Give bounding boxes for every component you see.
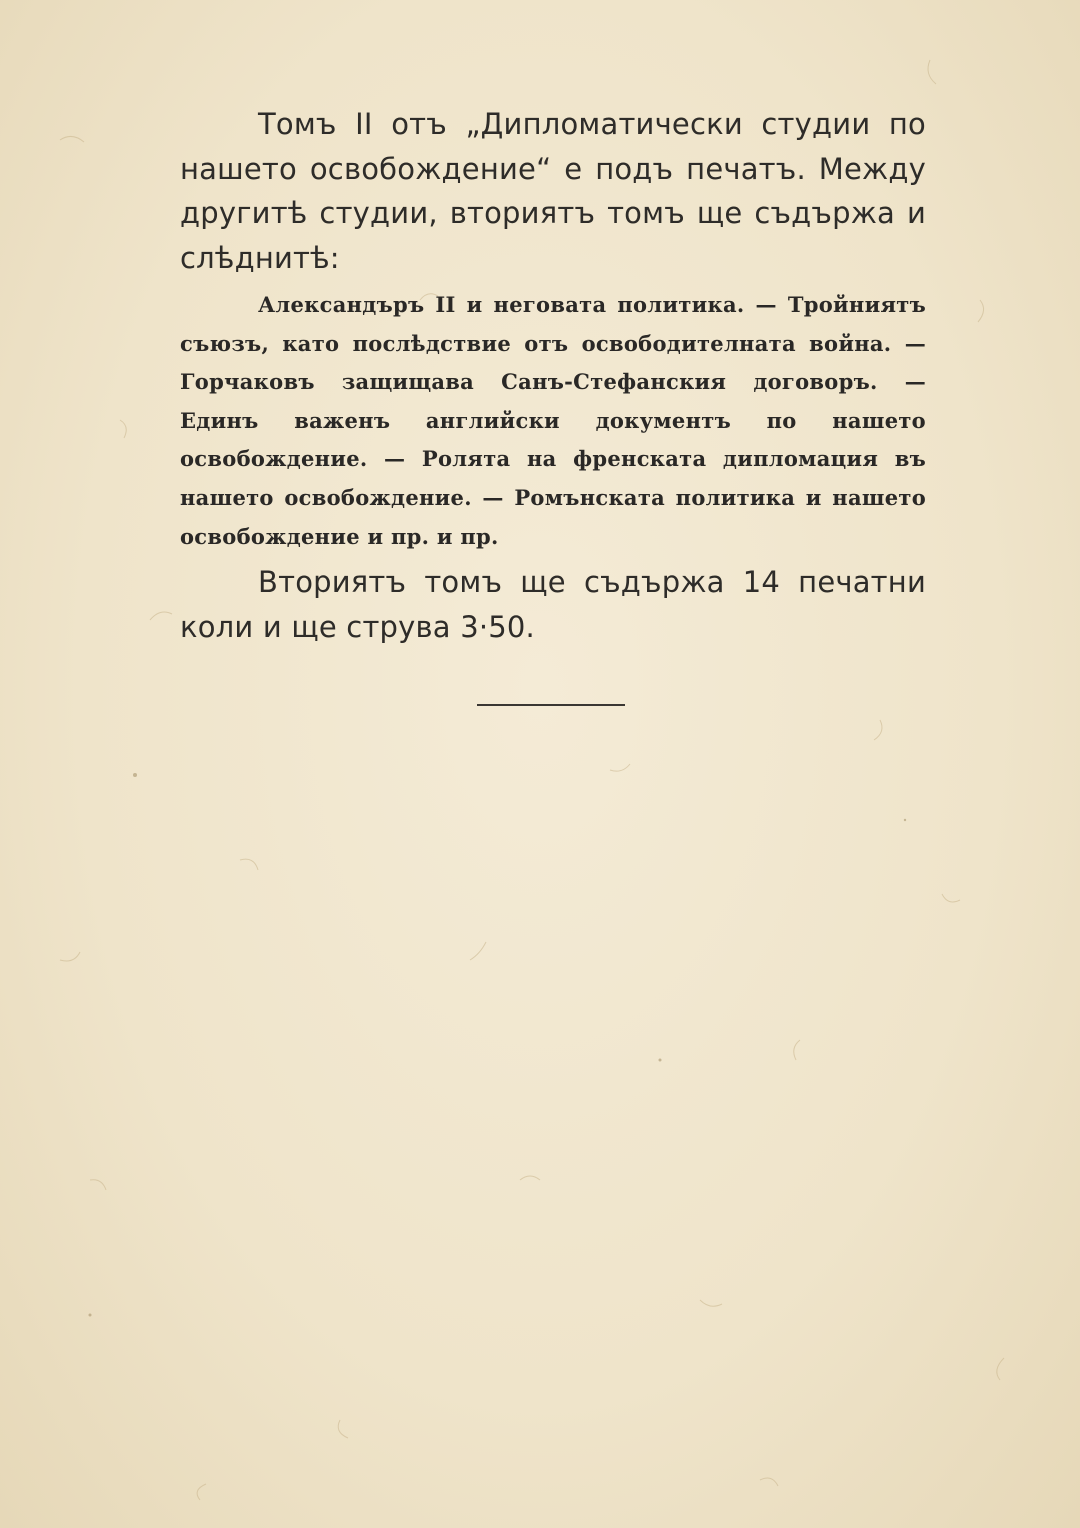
section-divider xyxy=(477,704,625,706)
announcement-text xyxy=(180,102,926,649)
price-paragraph: Вториятъ томъ ще съдържа 14 печатни коли и ще струва 3·50. xyxy=(180,565,926,644)
announcement-paragraph-intro: Томъ II отъ „Дипломатически студии по нашето освобождение“ е подъ печатъ. Между другитѣ студии, вториятъ томъ ще съдържа и слѣднитѣ: xyxy=(180,107,926,275)
contents-list-paragraph: Александъръ II и неговата политика. — Тройниятъ съюзъ, като послѣдствие отъ освободителната война. — Горчаковъ защищава Санъ-Стефанския договоръ. — Единъ важенъ английски документъ по нашето освобождение. — Ролята на френската дипломация въ нашето освобождение. — Ромънската политика и нашето освобождение и пр. и пр. xyxy=(180,292,926,549)
